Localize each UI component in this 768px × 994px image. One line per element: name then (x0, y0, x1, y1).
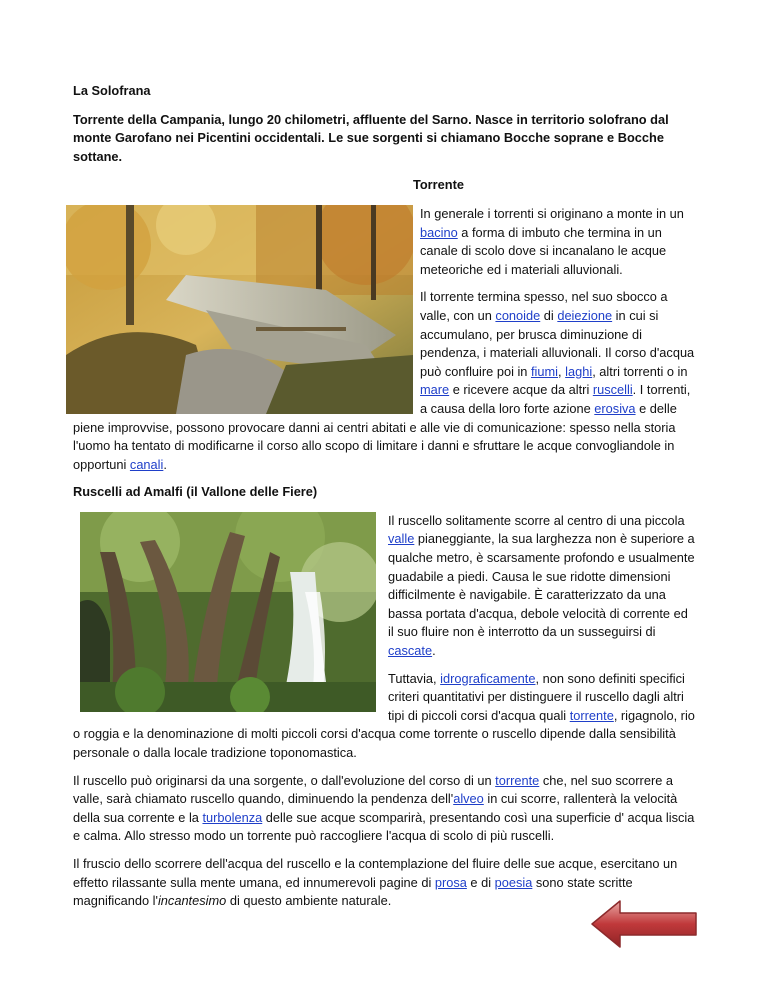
text: Il fruscio dello scorrere dell'acqua del ruscello e la contemplazione del fluire delle sue acque, esercitano un effetto rilassante sulla mente umana, ed innumerevoli pagine di (73, 855, 678, 890)
link-idrograficamente[interactable]: idrograficamente (440, 670, 536, 686)
text: e delle piene improvvise, possono provocare danni ai centri abitati e alle vie di comunicazione: spesso nella storia l'uomo ha tentato di modificarne il corso allo scopo di limitare i danni e sfruttare le acque convogliandole in opportuni (73, 400, 677, 472)
link-canali[interactable]: canali (129, 456, 164, 472)
text: e di (466, 874, 495, 890)
text: a forma di imbuto che termina in un canale di scolo dove si incanalano le acque meteoriche ed i materiali alluvionali. (420, 224, 667, 277)
forest-waterfall-photo (80, 512, 376, 712)
text: , altri torrenti o in (592, 363, 688, 379)
link-turbolenza[interactable]: turbolenza (202, 809, 263, 825)
text: Tuttavia, (388, 670, 441, 686)
text: delle sue acque scomparirà, presentando così una superficie d' acqua liscia e calma. Allo stresso modo un torrente può raccogliere l'acqua di scolo di più ruscelli. (73, 809, 695, 844)
italic-text: incantesimo (157, 893, 227, 909)
link-bacino[interactable]: bacino (420, 224, 458, 240)
text: , (558, 363, 566, 379)
text: di (540, 307, 558, 323)
link-ruscelli[interactable]: ruscelli (592, 382, 633, 398)
page-title: La Solofrana (73, 83, 151, 98)
autumn-stream-photo (66, 205, 413, 414)
link-valle[interactable]: valle (388, 531, 415, 547)
text: di questo ambiente naturale. (226, 893, 392, 909)
text: , rigagnolo, rio o roggia e la denominazione di molti piccoli corsi d'acqua come torrente o ruscello dipende dalla sensibilità personale o dalla locale tradizione toponomastica. (73, 707, 695, 760)
left-arrow-icon[interactable] (590, 898, 700, 950)
text: sono state scritte magnificando l' (73, 874, 633, 909)
text: . (432, 643, 436, 659)
link-poesia[interactable]: poesia (494, 874, 533, 890)
text: e ricevere acque da altri (449, 382, 593, 398)
link-alveo[interactable]: alveo (453, 791, 484, 807)
torrente-heading: Torrente (413, 177, 464, 193)
link-mare[interactable]: mare (420, 382, 450, 398)
link-torrente[interactable]: torrente (569, 707, 614, 723)
text: in cui scorre, rallenterà la velocità della sua corrente e la (73, 791, 678, 825)
link-prosa[interactable]: prosa (434, 874, 467, 890)
text: , non sono definiti specifici criteri quantitativi per distinguere il ruscello dagli altri tipi di piccoli corsi d'acqua quali (388, 670, 685, 723)
text: Il ruscello solitamente scorre al centro di una piccola (388, 512, 685, 528)
link-deiezione[interactable]: deiezione (557, 307, 613, 323)
ruscelli-heading: Ruscelli ad Amalfi (il Vallone delle Fiere) (73, 484, 318, 500)
ruscelli-paragraph-3 (73, 772, 697, 846)
link-conoide[interactable]: conoide (495, 307, 541, 323)
text: . (163, 456, 167, 472)
link-fiumi[interactable]: fiumi (530, 363, 559, 379)
link-erosiva[interactable]: erosiva (594, 400, 636, 416)
link-cascate[interactable]: cascate (388, 643, 433, 659)
link-torrente[interactable]: torrente (495, 772, 540, 788)
text: Il torrente termina spesso, nel suo sbocco a valle, con un (420, 289, 668, 323)
text: . I torrenti, a causa della loro forte azione (420, 382, 691, 416)
text: In generale i torrenti si originano a monte in un (420, 205, 684, 221)
text: pianeggiante, la sua larghezza non è superiore a qualche metro, è scarsamente profondo e usualmente guadabile a piedi. Causa le sue ridotte dimensioni difficilmente è navigabile. È caratterizzato da una bassa portata d'acqua, debole velocità di corrente ed il suo fluire non è interrotto da un susseguirsi di (388, 531, 695, 640)
text: Il ruscello può originarsi da una sorgente, o dall'evoluzione del corso di un (73, 772, 496, 788)
text: che, nel suo scorrere a valle, sarà chiamato ruscello quando, diminuendo la pendenza dell' (73, 772, 673, 807)
intro-text: Torrente della Campania, lungo 20 chilometri, affluente del Sarno. Nasce in territorio solofrano dal monte Garofano nei Picentini occidentali. Le sue sorgenti si chiamano Bocche soprane e Bocche sottane. (73, 111, 669, 164)
text: in cui si accumulano, per brusca diminuzione di pendenza, i materiali alluvionali. Il corso d'acqua può confluire poi in (420, 307, 695, 379)
link-laghi[interactable]: laghi (565, 363, 593, 379)
document-page (73, 82, 697, 920)
